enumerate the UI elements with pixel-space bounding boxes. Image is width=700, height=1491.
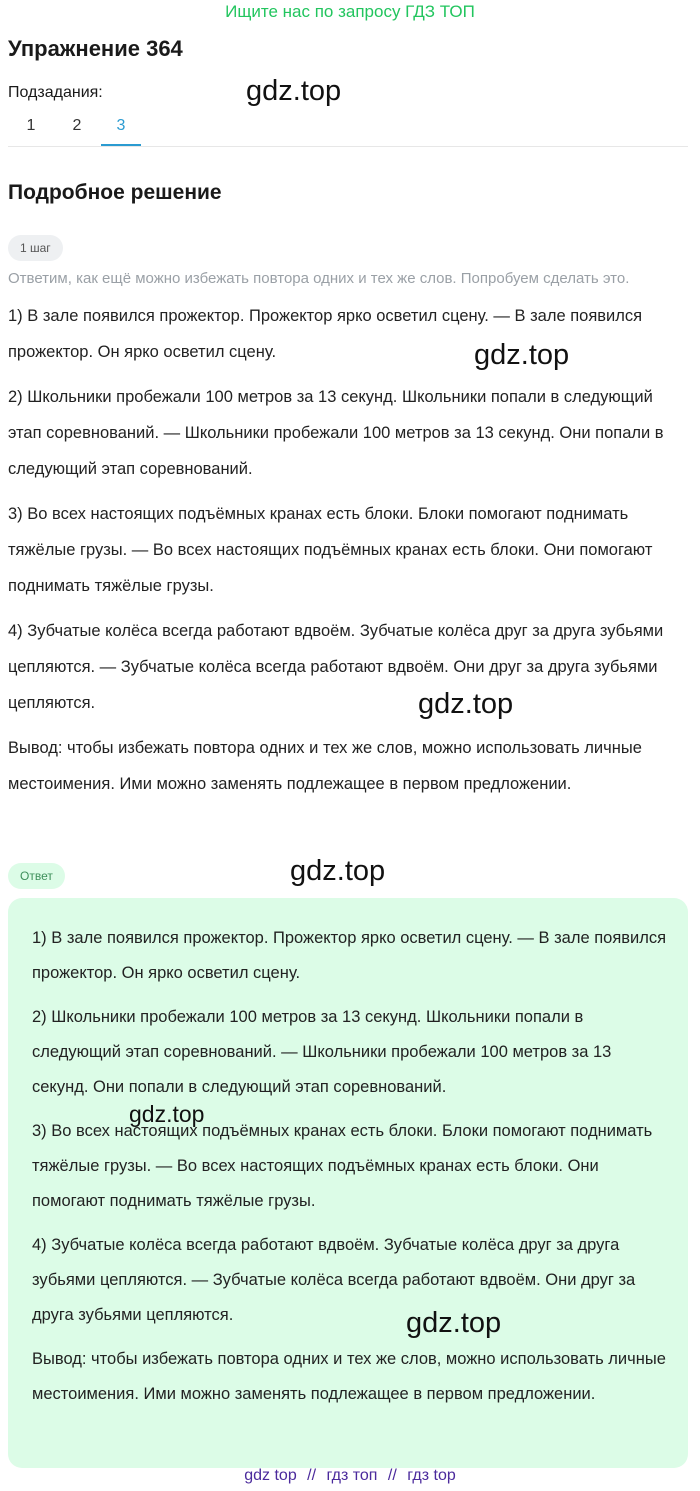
- answer-conclusion: Вывод: чтобы избежать повтора одних и тех же слов, можно использовать личные местоимения. Ими можно заменять подлежащее в первом предложении.: [32, 1350, 666, 1403]
- answer-paragraph: 3) Во всех настоящих подъёмных кранах есть блоки. Блоки помогают поднимать тяжёлые грузы. — Во всех настоящих подъёмных кранах есть блоки. Они помогают поднимать тяжёлые грузы.: [32, 1122, 653, 1210]
- footer-separator: //: [307, 1467, 317, 1484]
- watermark: gdz.top: [474, 339, 570, 371]
- solution-paragraph: 2) Школьники пробежали 100 метров за 13 секунд. Школьники попали в следующий этап соревнований. — Школьники пробежали 100 метров за 13 секунд. Они попали в следующий этап соревнований.: [8, 388, 664, 478]
- answer-body: [32, 921, 672, 1421]
- divider: [8, 146, 688, 147]
- watermark: gdz.top: [129, 1101, 205, 1127]
- step-badge: 1 шаг: [8, 235, 63, 261]
- answer-box: [8, 898, 688, 1468]
- solution-title: Подробное решение: [8, 181, 222, 204]
- subtask-tab-3[interactable]: 3: [101, 108, 141, 146]
- footer-link[interactable]: гдз топ: [326, 1467, 378, 1484]
- solution-paragraph: 3) Во всех настоящих подъёмных кранах есть блоки. Блоки помогают поднимать тяжёлые грузы. — Во всех настоящих подъёмных кранах есть блоки. Они помогают поднимать тяжёлые грузы.: [8, 505, 653, 595]
- solution-conclusion: Вывод: чтобы избежать повтора одних и тех же слов, можно использовать личные местоимения. Ими можно заменять подлежащее в первом предложении.: [8, 739, 642, 793]
- solution-intro: Ответим, как ещё можно избежать повтора одних и тех же слов. Попробуем сделать это.: [8, 270, 630, 287]
- solution-paragraph: 4) Зубчатые колёса всегда работают вдвоём. Зубчатые колёса друг за друга зубьями цепляются. — Зубчатые колёса всегда работают вдвоём. Они друг за друга зубьями цепляются.: [8, 622, 664, 712]
- footer-separator: //: [387, 1467, 397, 1484]
- answer-badge: Ответ: [8, 863, 65, 889]
- watermark: gdz.top: [290, 855, 386, 887]
- answer-paragraph: 2) Школьники пробежали 100 метров за 13 секунд. Школьники попали в следующий этап соревнований. — Школьники пробежали 100 метров за 13 секунд. Они попали в следующий этап соревнований.: [32, 1008, 612, 1096]
- subtask-tab-1[interactable]: 1: [26, 117, 36, 134]
- footer-link[interactable]: гдз top: [407, 1467, 456, 1484]
- watermark: gdz.top: [246, 75, 342, 107]
- subtasks-label: Подзадания:: [8, 84, 103, 101]
- top-banner: Ищите нас по запросу ГДЗ ТОП: [225, 2, 475, 21]
- subtask-tab-2[interactable]: 2: [72, 117, 82, 134]
- solution-paragraph: 1) В зале появился прожектор. Прожектор ярко осветил сцену. — В зале появился прожектор. Он ярко осветил сцену.: [8, 307, 643, 361]
- watermark: gdz.top: [406, 1307, 502, 1339]
- solution-body: [8, 298, 678, 811]
- footer-link[interactable]: gdz top: [244, 1467, 297, 1484]
- exercise-title: Упражнение 364: [8, 36, 183, 61]
- footer-links: [0, 1464, 700, 1488]
- subtasks-tabs: [8, 108, 141, 146]
- answer-paragraph: 4) Зубчатые колёса всегда работают вдвоём. Зубчатые колёса друг за друга зубьями цепляются. — Зубчатые колёса всегда работают вдвоём. Они друг за друга зубьями цепляются.: [32, 1236, 636, 1324]
- watermark: gdz.top: [418, 688, 514, 720]
- answer-paragraph: 1) В зале появился прожектор. Прожектор ярко осветил сцену. — В зале появился прожектор. Он ярко осветил сцену.: [32, 929, 667, 982]
